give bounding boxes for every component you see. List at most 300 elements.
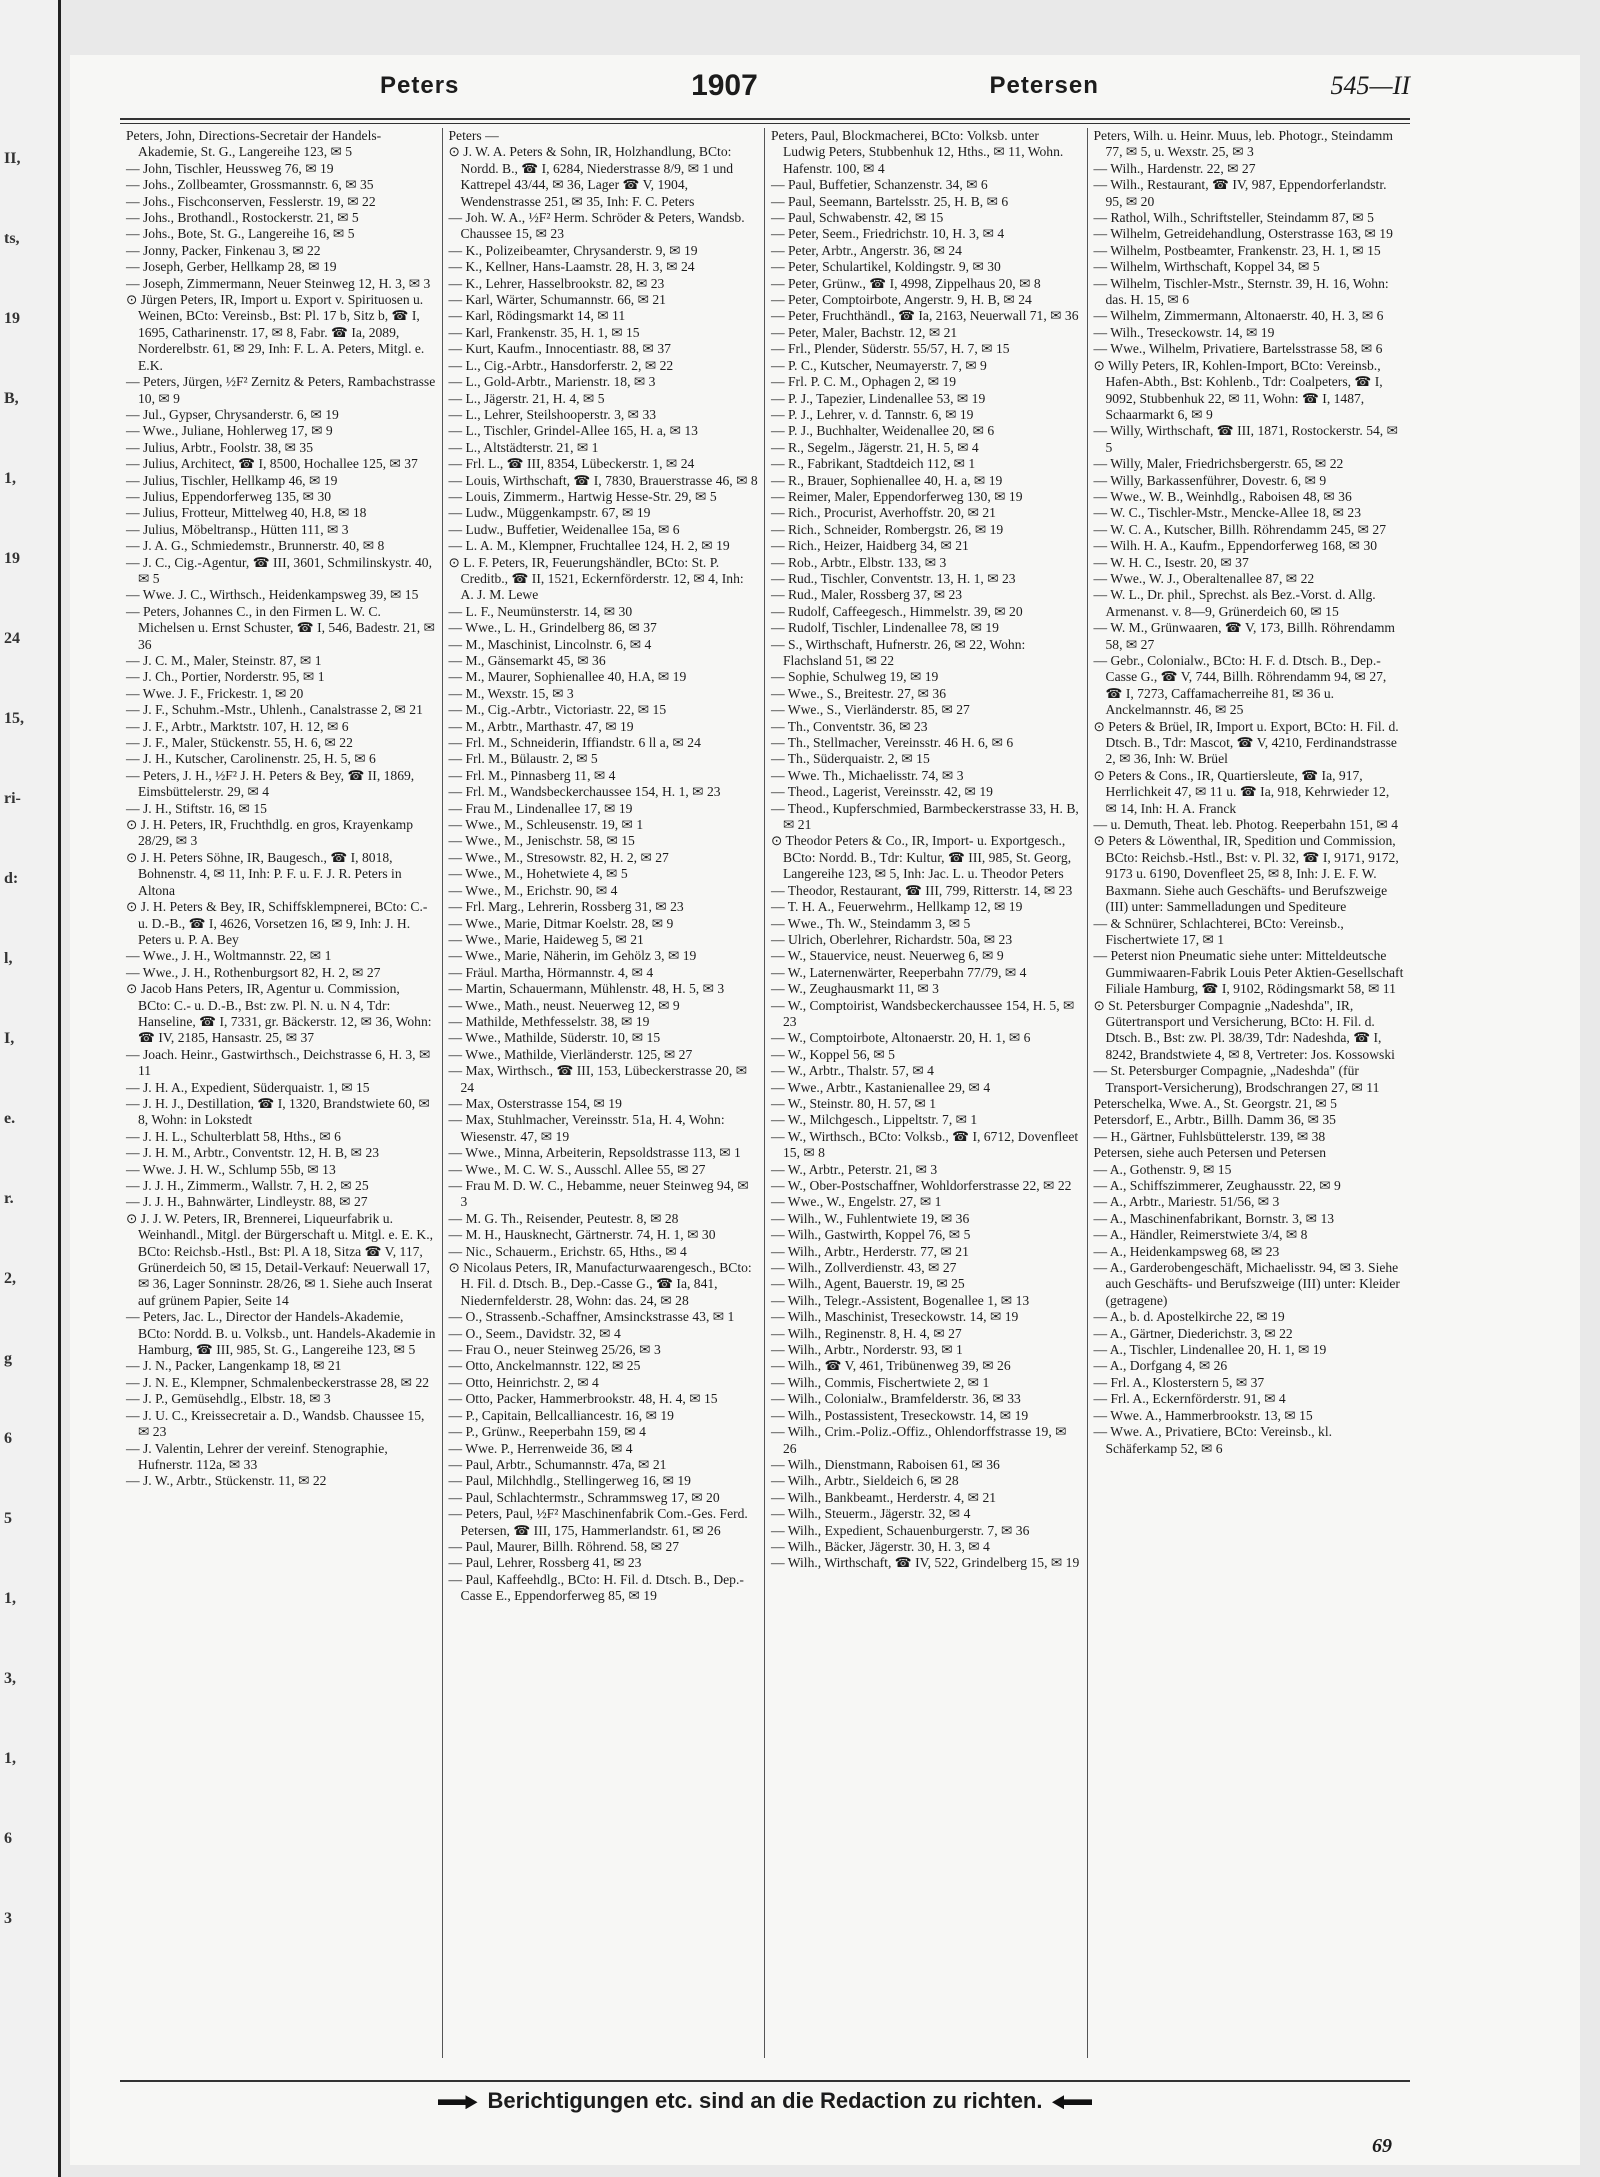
directory-entry: — Reimer, Maler, Eppendorferweg 130, ✉ 19 — [771, 488, 1023, 504]
directory-entry: ⊙ Theodor Peters & Co., IR, Import- u. Exportgesch., BCto: Nordd. B., Tdr: Kultur, ☎ III, 985, St. Georg, Langereihe 123, ✉ 5, Inh: Jac. L. u. Theodor Peters — [771, 833, 1072, 882]
header-left-keyword: Peters — [380, 72, 460, 99]
directory-entry: — Wwe., Minna, Arbeiterin, Repsoldstrasse 113, ✉ 1 — [448, 1145, 741, 1161]
directory-entry: — P. J., Lehrer, v. d. Tannstr. 6, ✉ 19 — [771, 406, 974, 422]
directory-entry: — Paul, Lehrer, Rossberg 41, ✉ 23 — [448, 1555, 642, 1571]
directory-entry: — Karl, Frankenstr. 35, H. 1, ✉ 15 — [448, 324, 640, 340]
directory-entry: — Wwe., Math., neust. Neuerweg 12, ✉ 9 — [448, 997, 680, 1013]
previous-page-edge — [0, 0, 61, 2177]
directory-entry: — Wilh., Arbtr., Herderstr. 77, ✉ 21 — [771, 1243, 969, 1259]
directory-entry: — Wwe., Arbtr., Kastanienallee 29, ✉ 4 — [771, 1079, 991, 1095]
directory-entry: — L., Cig.-Arbtr., Hansdorferstr. 2, ✉ 22 — [448, 357, 674, 373]
directory-entry: — Wilh., Treseckowstr. 14, ✉ 19 — [1093, 324, 1275, 340]
directory-entry: — Frl. M., Pinnasberg 11, ✉ 4 — [448, 767, 616, 783]
directory-entry: — L., Gold-Arbtr., Marienstr. 18, ✉ 3 — [448, 374, 656, 390]
directory-entry: — L., Altstädterstr. 21, ✉ 1 — [448, 439, 599, 455]
directory-entry: — Wilh., Agent, Bauerstr. 19, ✉ 25 — [771, 1276, 965, 1292]
directory-entry: — A., Arbtr., Mariestr. 51/56, ✉ 3 — [1093, 1194, 1280, 1210]
directory-entry: ⊙ Peters & Cons., IR, Quartiersleute, ☎ Ia, 917, Herrlichkeit 47, ✉ 11 u. ☎ Ia, 918, Kehrwieder 12, ✉ 14, Inh: H. A. Franck — [1093, 767, 1390, 816]
directory-entry: — Nic., Schauerm., Erichstr. 65, Hths., ✉ 4 — [448, 1243, 687, 1259]
directory-entry: — Wwe., W., Engelstr. 27, ✉ 1 — [771, 1194, 942, 1210]
directory-entry: — A., Tischler, Lindenallee 20, H. 1, ✉ 19 — [1093, 1342, 1327, 1358]
directory-entry: — J. H. J., Destillation, ☎ I, 1320, Brandstwiete 60, ✉ 8, Wohn: in Lokstedt — [126, 1095, 430, 1128]
directory-entry: — P. J., Buchhalter, Weidenallee 20, ✉ 6 — [771, 423, 995, 439]
directory-entry: — Th., Stellmacher, Vereinsstr. 46 H. 6, ✉ 6 — [771, 735, 1014, 751]
directory-entry: Peters, John, Directions-Secretair der Handels-Akademie, St. G., Langereihe 123, ✉ 5 — [126, 128, 382, 160]
directory-entry: — Theodor, Restaurant, ☎ III, 799, Ritterstr. 14, ✉ 23 — [771, 882, 1073, 898]
directory-entry: — Joseph, Zimmermann, Neuer Steinweg 12, H. 3, ✉ 3 — [126, 275, 431, 291]
directory-entry: ⊙ Peters & Löwenthal, IR, Spedition und Commission, BCto: Reichsb.-Hstl., Bst: v. Pl. 32, ☎ I, 9171, 9172, 9173 u. 6190, Dovenfleet 25, ✉ 8, Inh: J. E. F. W. Baxmann. Siehe auch Geschäfts- und Berufszweige (III) unter: Sammelladungen und Spediteure — [1093, 833, 1399, 915]
directory-entry: — Wilh., Telegr.-Assistent, Bogenallee 1, ✉ 13 — [771, 1292, 1030, 1308]
directory-entry: — Wilh., Postassistent, Treseckowstr. 14, ✉ 19 — [771, 1407, 1029, 1423]
directory-entry: — Wwe., Th. W., Steindamm 3, ✉ 5 — [771, 915, 971, 931]
directory-entry: — Otto, Heinrichstr. 2, ✉ 4 — [448, 1374, 599, 1390]
directory-entry: — K., Kellner, Hans-Laamstr. 28, H. 3, ✉ 24 — [448, 259, 695, 275]
directory-entry: — M., Arbtr., Marthastr. 47, ✉ 19 — [448, 718, 634, 734]
directory-entry: — J. Valentin, Lehrer der vereinf. Stenographie, Hufnerstr. 112a, ✉ 33 — [126, 1440, 388, 1472]
directory-entry: — A., Garderobengeschäft, Michaelisstr. 94, ✉ 3. Siehe auch Geschäfts- und Berufszweige (III) unter: Kleider (getragene) — [1093, 1260, 1400, 1308]
directory-entry: — Johs., Fischconserven, Fesslerstr. 19, ✉ 22 — [126, 193, 376, 209]
directory-entry: — J. J. H., Bahnwärter, Lindleystr. 88, ✉ 27 — [126, 1194, 368, 1210]
column-3 — [765, 128, 1088, 2058]
directory-entry: — Frl. M., Wandsbeckerchaussee 154, H. 1, ✉ 23 — [448, 784, 721, 800]
directory-entry: — R., Brauer, Sophienallee 40, H. a, ✉ 19 — [771, 472, 1003, 488]
directory-entry: — & Schnürer, Schlachterei, BCto: Vereinsb., Fischertwiete 17, ✉ 1 — [1093, 915, 1344, 947]
directory-entry: — A., Maschinenfabrikant, Bornstr. 3, ✉ 13 — [1093, 1210, 1335, 1226]
directory-entry: — Frl. M., Schneiderin, Iffiandstr. 6 ll a, ✉ 24 — [448, 735, 701, 751]
directory-entry: — Fräul. Martha, Hörmannstr. 4, ✉ 4 — [448, 964, 654, 980]
directory-entry: — Wwe., M., Stresowstr. 82, H. 2, ✉ 27 — [448, 849, 669, 865]
directory-entry: — Paul, Arbtr., Schumannstr. 47a, ✉ 21 — [448, 1456, 667, 1472]
directory-entry: — Rud., Maler, Rossberg 37, ✉ 23 — [771, 587, 963, 603]
directory-entry: — Joh. W. A., ½F² Herm. Schröder & Peters, Wandsb. Chaussee 15, ✉ 23 — [448, 210, 745, 242]
margin-fragment: 1, — [4, 1750, 16, 1767]
directory-entry: — R., Fabrikant, Stadtdeich 112, ✉ 1 — [771, 456, 976, 472]
directory-entry: — Paul, Maurer, Billh. Röhrend. 58, ✉ 27 — [448, 1538, 680, 1554]
margin-fragment: ts, — [4, 230, 20, 247]
directory-entry: — Peters, Jürgen, ½F² Zernitz & Peters, Rambachstrasse 10, ✉ 9 — [126, 374, 436, 406]
directory-entry: — Wwe. A., Privatiere, BCto: Vereinsb., kl. Schäferkamp 52, ✉ 6 — [1093, 1424, 1332, 1456]
directory-entry: — A., Dorfgang 4, ✉ 26 — [1093, 1358, 1228, 1374]
directory-entry: — L., Tischler, Grindel-Allee 165, H. a, ✉ 13 — [448, 423, 698, 439]
margin-fragment: 6 — [4, 1430, 12, 1447]
directory-entry: — W. C., Tischler-Mstr., Mencke-Allee 18, ✉ 23 — [1093, 505, 1361, 521]
directory-entry: — Wwe., Mathilde, Vierländerstr. 125, ✉ 27 — [448, 1046, 693, 1062]
directory-entry: — Wwe., Marie, Näherin, im Gehölz 3, ✉ 19 — [448, 948, 697, 964]
margin-fragment: l, — [4, 950, 13, 967]
margin-fragment: I, — [4, 1030, 15, 1047]
directory-entry: — Joseph, Gerber, Hellkamp 28, ✉ 19 — [126, 259, 337, 275]
directory-entry: — W., Koppel 56, ✉ 5 — [771, 1046, 895, 1062]
directory-entry: — L., Jägerstr. 21, H. 4, ✉ 5 — [448, 390, 605, 406]
margin-fragment: 6 — [4, 1830, 12, 1847]
directory-entry: — Rich., Schneider, Rombergstr. 26, ✉ 19 — [771, 521, 1004, 537]
directory-entry: — S., Wirthschaft, Hufnerstr. 26, ✉ 22, Wohn: Flachsland 51, ✉ 22 — [771, 636, 1026, 668]
directory-entry: — Louis, Zimmerm., Hartwig Hesse-Str. 29, ✉ 5 — [448, 488, 717, 504]
directory-entry: — Wilh., Wirthschaft, ☎ IV, 522, Grindelberg 15, ✉ 19 — [771, 1555, 1080, 1571]
directory-entry: — Peterst nion Pneumatic siehe unter: Mitteldeutsche Gummiwaaren-Fabrik Louis Peter Aktien-Gesellschaft Filiale Hamburg, ☎ I, 9102, Rödingsmarkt 58, ✉ 11 — [1093, 948, 1404, 997]
directory-entry: ⊙ Peters & Brüel, IR, Import u. Export, BCto: H. Fil. d. Dtsch. B., Tdr: Mascot, ☎ V, 4210, Ferdinandstrasse 2, ✉ 36, Inh: W. Brüel — [1093, 718, 1399, 767]
directory-entry: — Karl, Wärter, Schumannstr. 66, ✉ 21 — [448, 292, 666, 308]
directory-entry: — Peter, Seem., Friedrichstr. 10, H. 3, ✉ 4 — [771, 226, 1005, 242]
directory-entry: — Wwe., J. H., Rothenburgsort 82, H. 2, ✉ 27 — [126, 964, 381, 980]
directory-entry: — Julius, Eppendorferweg 135, ✉ 30 — [126, 488, 332, 504]
pointing-hand-icon — [1052, 2095, 1092, 2109]
margin-fragment: 1, — [4, 470, 16, 487]
margin-fragment: g — [4, 1350, 12, 1367]
margin-fragment: B, — [4, 390, 19, 407]
directory-entry: — R., Segelm., Jägerstr. 21, H. 5, ✉ 4 — [771, 439, 979, 455]
directory-entry: — Peter, Arbtr., Angerstr. 36, ✉ 24 — [771, 242, 962, 258]
directory-entry: — Wwe., M., Jenischstr. 58, ✉ 15 — [448, 833, 635, 849]
directory-entry: — John, Tischler, Heussweg 76, ✉ 19 — [126, 160, 334, 176]
directory-entry: — Wilh., Arbtr., Sieldeich 6, ✉ 28 — [771, 1473, 959, 1489]
directory-entry: — J. C. M., Maler, Steinstr. 87, ✉ 1 — [126, 653, 322, 668]
header-right-keyword: Petersen — [989, 72, 1099, 99]
directory-entry: — Wilhelm, Wirthschaft, Koppel 34, ✉ 5 — [1093, 259, 1320, 275]
directory-entry: — Paul, Buffetier, Schanzenstr. 34, ✉ 6 — [771, 177, 988, 193]
directory-entry: — Wwe., S., Breitestr. 27, ✉ 36 — [771, 685, 947, 701]
directory-entry: — P., Capitain, Bellcalliancestr. 16, ✉ 19 — [448, 1407, 674, 1423]
directory-entry: — Max, Osterstrasse 154, ✉ 19 — [448, 1095, 622, 1111]
directory-entry: — Wwe., M., Hohetwiete 4, ✉ 5 — [448, 866, 628, 882]
margin-fragment: d: — [4, 870, 19, 887]
directory-entry: — Frl. P. C. M., Ophagen 2, ✉ 19 — [771, 374, 957, 390]
directory-entry: — Wilh. H. A., Kaufm., Eppendorferweg 168, ✉ 30 — [1093, 538, 1378, 554]
directory-entry: — Wilh., Zollverdienstr. 43, ✉ 27 — [771, 1260, 957, 1276]
directory-columns — [120, 128, 1410, 2058]
directory-entry: — M., Cig.-Arbtr., Victoriastr. 22, ✉ 15 — [448, 702, 667, 718]
directory-entry: — Max, Wirthsch., ☎ III, 153, Lübeckerstrasse 20, ✉ 24 — [448, 1063, 748, 1095]
column-4 — [1088, 128, 1411, 2058]
directory-entry: — St. Petersburger Compagnie, „Nadeshda" (für Transport-Versicherung), Brodschrangen 27, ✉ 11 — [1093, 1063, 1380, 1095]
directory-entry: — Julius, Möbeltransp., Hütten 111, ✉ 3 — [126, 521, 349, 537]
directory-entry: — Johs., Bote, St. G., Langereihe 16, ✉ 5 — [126, 226, 355, 242]
directory-entry: — Jul., Gypser, Chrysanderstr. 6, ✉ 19 — [126, 406, 339, 422]
directory-entry: — M., Wexstr. 15, ✉ 3 — [448, 685, 574, 701]
directory-entry: — M., Gänsemarkt 45, ✉ 36 — [448, 653, 606, 668]
directory-entry: — Wilh., ☎ V, 461, Tribünenweg 39, ✉ 26 — [771, 1358, 1011, 1374]
directory-entry: — W. M., Grünwaaren, ☎ V, 173, Billh. Röhrendamm 58, ✉ 27 — [1093, 620, 1396, 652]
directory-entry: — Kurt, Kaufm., Innocentiastr. 88, ✉ 37 — [448, 341, 671, 357]
directory-entry: — M., Maurer, Sophienallee 40, H.A, ✉ 19 — [448, 669, 687, 685]
margin-fragment: 3, — [4, 1670, 16, 1687]
directory-entry: — Julius, Architect, ☎ I, 8500, Hochallee 125, ✉ 37 — [126, 456, 418, 472]
directory-entry: Peters, Paul, Blockmacherei, BCto: Volksb. unter Ludwig Peters, Stubbenhuk 12, Hths., ✉ 11, Wohn. Hafenstr. 100, ✉ 4 — [771, 128, 1064, 176]
directory-entry: — Wilhelm, Zimmermann, Altonaerstr. 40, H. 3, ✉ 6 — [1093, 308, 1384, 324]
directory-entry: — Wilh., Restaurant, ☎ IV, 987, Eppendorferlandstr. 95, ✉ 20 — [1093, 177, 1387, 209]
directory-entry: — Frl. M., Bülaustr. 2, ✉ 5 — [448, 751, 598, 767]
directory-entry: — W., Laternenwärter, Reeperbahn 77/79, ✉ 4 — [771, 964, 1027, 980]
directory-entry: — Willy, Wirthschaft, ☎ III, 1871, Rostockerstr. 54, ✉ 5 — [1093, 423, 1398, 455]
margin-fragment: 15, — [4, 710, 24, 727]
directory-entry: — Paul, Schlachtermstr., Schrammsweg 17, ✉ 20 — [448, 1489, 720, 1505]
directory-entry: — W., Comptoirbote, Altonaerstr. 20, H. 1, ✉ 6 — [771, 1030, 1031, 1046]
directory-entry: — Wilhelm, Tischler-Mstr., Sternstr. 39, H. 16, Wohn: das. H. 15, ✉ 6 — [1093, 275, 1389, 308]
directory-entry: — Wwe. Th., Michaelisstr. 74, ✉ 3 — [771, 767, 964, 783]
directory-entry: — A., Händler, Reimerstwiete 3/4, ✉ 8 — [1093, 1227, 1308, 1243]
directory-entry: — Wilh., Arbtr., Norderstr. 93, ✉ 1 — [771, 1342, 963, 1358]
pointing-hand-icon — [438, 2095, 478, 2109]
directory-entry: — Johs., Brothandl., Rostockerstr. 21, ✉ 5 — [126, 210, 359, 226]
directory-entry: — Wilh., Steuerm., Jägerstr. 32, ✉ 4 — [771, 1506, 971, 1522]
directory-entry: ⊙ St. Petersburger Compagnie „Nadeshda", IR, Gütertransport und Versicherung, BCto: H. Fil. d. Dtsch. B., Bst: zw. Pl. 38/39, Tdr: Nadeshda, ☎ I, 8242, Brandstwiete 4, ✉ 8, Vertreter: Jos. Kossowski — [1093, 997, 1395, 1062]
margin-fragment: 5 — [4, 1510, 12, 1527]
directory-entry: Petersdorf, E., Arbtr., Billh. Damm 36, ✉ 35 — [1093, 1112, 1336, 1128]
directory-entry: — Mathilde, Methfesselstr. 38, ✉ 19 — [448, 1013, 650, 1029]
directory-entry: — M. H., Hausknecht, Gärtnerstr. 74, H. 1, ✉ 30 — [448, 1227, 716, 1243]
directory-entry: — Wwe., L. H., Grindelberg 86, ✉ 37 — [448, 620, 657, 636]
directory-entry: ⊙ L. F. Peters, IR, Feuerungshändler, BCto: St. P. Creditb., ☎ II, 1521, Eckernförderstr. 12, ✉ 4, Inh: A. J. M. Lewe — [448, 554, 744, 603]
directory-entry: — J. P., Gemüsehdlg., Elbstr. 18, ✉ 3 — [126, 1391, 331, 1407]
directory-entry: — Wilh., Colonialw., Bramfelderstr. 36, ✉ 33 — [771, 1391, 1021, 1407]
directory-entry: — J. J. H., Zimmerm., Wallstr. 7, H. 2, ✉ 25 — [126, 1178, 369, 1193]
directory-entry: — Theod., Kupferschmied, Barmbeckerstrasse 33, H. B, ✉ 21 — [771, 800, 1079, 833]
directory-entry: — Frl. Marg., Lehrerin, Rossberg 31, ✉ 23 — [448, 899, 684, 915]
directory-entry: — M., Maschinist, Lincolnstr. 6, ✉ 4 — [448, 636, 652, 652]
directory-entry: — Peter, Comptoirbote, Angerstr. 9, H. B, ✉ 24 — [771, 292, 1032, 308]
directory-entry: — Wwe., Marie, Ditmar Koelstr. 28, ✉ 9 — [448, 915, 674, 931]
directory-entry: ⊙ J. J. W. Peters, IR, Brennerei, Liqueurfabrik u. Weinhandl., Mitgl. der Bürgerschaft u. Mitgl. e. E. K., BCto: Reichsb.-Hstl., Bst: Pl. A 18, Sitza ☎ V, 117, Grünerdeich 50, ✉ 15, Detail-Verkauf: Neuerwall 17, ✉ 36, Lager Sonninstr. 28/26, ✉ 1. Siehe auch Inserat auf grünem Papier, Seite 14 — [126, 1210, 434, 1308]
directory-entry: — J. H. A., Expedient, Süderquaistr. 1, ✉ 15 — [126, 1079, 370, 1095]
notice-text: Berichtigungen etc. sind an die Redaction zu richten. — [487, 2088, 1043, 2113]
margin-fragment: 19 — [4, 550, 20, 567]
directory-entry: — A., Gothenstr. 9, ✉ 15 — [1093, 1161, 1232, 1177]
directory-entry: — J. W., Arbtr., Stückenstr. 11, ✉ 22 — [126, 1473, 327, 1489]
column-2 — [443, 128, 766, 2058]
directory-entry: — J. F., Arbtr., Marktstr. 107, H. 12, ✉ 6 — [126, 718, 349, 734]
directory-entry: ⊙ J. H. Peters & Bey, IR, Schiffsklempnerei, BCto: C.- u. D.-B., ☎ I, 4626, Vorsetzen 16, ✉ 9, Inh: J. H. Peters u. P. A. Bey — [126, 899, 428, 947]
directory-entry: ⊙ Willy Peters, IR, Kohlen-Import, BCto: Vereinsb., Hafen-Abth., Bst: Kohlenb., Tdr: Coalpeters, ☎ I, 9092, Stubbenhuk 22, ✉ 11, Wohn: ☎ I, 1487, Schaarmarkt 6, ✉ 9 — [1093, 357, 1383, 422]
directory-entry: — H., Gärtner, Fuhlsbüttelerstr. 139, ✉ 38 — [1093, 1128, 1326, 1144]
directory-entry: — Wilh., Reginenstr. 8, H. 4, ✉ 27 — [771, 1325, 962, 1341]
directory-entry: — Rich., Heizer, Haidberg 34, ✉ 21 — [771, 538, 969, 554]
directory-entry: — Wwe. P., Herrenweide 36, ✉ 4 — [448, 1440, 633, 1456]
directory-entry: — J. U. C., Kreissecretair a. D., Wandsb. Chaussee 15, ✉ 23 — [126, 1407, 425, 1440]
margin-fragment: r. — [4, 1190, 14, 1207]
directory-entry: — J. N., Packer, Langenkamp 18, ✉ 21 — [126, 1358, 342, 1374]
directory-entry: — W., Milchgesch., Lippeltstr. 7, ✉ 1 — [771, 1112, 978, 1128]
directory-entry: ⊙ Nicolaus Peters, IR, Manufacturwaarengesch., BCto: H. Fil. d. Dtsch. B., Dep.-Casse G., ☎ Ia, 841, Niedernfelderstr. 28, Wohn: das. 24, ✉ 28 — [448, 1260, 752, 1308]
directory-entry: — J. A. G., Schmiedemstr., Brunnerstr. 40, ✉ 8 — [126, 538, 385, 554]
directory-entry: — P. J., Tapezier, Lindenallee 53, ✉ 19 — [771, 390, 986, 406]
directory-entry: — Peters, Paul, ½F² Maschinenfabrik Com.-Ges. Ferd. Petersen, ☎ III, 175, Hammerlandstr. 61, ✉ 26 — [448, 1506, 748, 1538]
directory-entry: — Rudolf, Tischler, Lindenallee 78, ✉ 19 — [771, 620, 999, 636]
directory-entry: — P., Grünw., Reeperbahn 159, ✉ 4 — [448, 1424, 646, 1440]
directory-entry: — A., Gärtner, Diederichstr. 3, ✉ 22 — [1093, 1325, 1293, 1341]
directory-entry: — Wwe., Mathilde, Süderstr. 10, ✉ 15 — [448, 1030, 661, 1046]
directory-entry: — Frl., Plender, Süderstr. 55/57, H. 7, ✉ 15 — [771, 341, 1010, 357]
directory-entry: — Wilh., Maschinist, Treseckowstr. 14, ✉ 19 — [771, 1309, 1019, 1325]
directory-entry: — Wilh., Gastwirth, Koppel 76, ✉ 5 — [771, 1227, 971, 1243]
directory-entry: — Wwe. J. C., Wirthsch., Heidenkampsweg 39, ✉ 15 — [126, 587, 419, 603]
directory-entry: ⊙ J. W. A. Peters & Sohn, IR, Holzhandlung, BCto: Nordd. B., ☎ I, 6284, Niederstrasse 8/9, ✉ 1 und Kattrepel 43/44, ✉ 36, Lager ☎ V, 1904, Wendenstrasse 251, ✉ 35, Inh: F. C. Peters — [448, 144, 734, 209]
margin-fragment: e. — [4, 1110, 16, 1127]
directory-entry: — Wilh., W., Fuhlentwiete 19, ✉ 36 — [771, 1210, 970, 1226]
directory-entry: — K., Lehrer, Hasselbrookstr. 82, ✉ 23 — [448, 275, 665, 291]
directory-entry: ⊙ J. H. Peters, IR, Fruchthdlg. en gros, Krayenkamp 28/29, ✉ 3 — [126, 817, 413, 849]
directory-entry: — Willy, Maler, Friedrichsbergerstr. 65, ✉ 22 — [1093, 456, 1344, 472]
directory-entry: — Rud., Tischler, Conventstr. 13, H. 1, ✉ 23 — [771, 570, 1016, 586]
directory-entry: — J. H. L., Schulterblatt 58, Hths., ✉ 6 — [126, 1128, 341, 1144]
directory-entry: — J. C., Cig.-Agentur, ☎ III, 3601, Schmilinskystr. 40, ✉ 5 — [126, 554, 433, 586]
directory-entry: — Wilhelm, Getreidehandlung, Osterstrasse 163, ✉ 19 — [1093, 226, 1393, 242]
directory-entry: — Wilh., Bäcker, Jägerstr. 30, H. 3, ✉ 4 — [771, 1538, 990, 1554]
directory-entry: Peterschelka, Wwe. A., St. Georgstr. 21, ✉ 5 — [1093, 1095, 1337, 1111]
directory-entry: — Wilh., Bankbeamt., Herderstr. 4, ✉ 21 — [771, 1489, 997, 1505]
directory-entry: — Rich., Procurist, Averhoffstr. 20, ✉ 21 — [771, 505, 996, 521]
directory-entry: — A., Heidenkampsweg 68, ✉ 23 — [1093, 1243, 1280, 1259]
directory-entry: — Wwe., Juliane, Hohlerweg 17, ✉ 9 — [126, 423, 333, 439]
directory-entry: — Wwe., J. H., Woltmannstr. 22, ✉ 1 — [126, 948, 332, 964]
directory-entry: — Wwe. J. H. W., Schlump 55b, ✉ 13 — [126, 1161, 336, 1177]
directory-entry: — O., Seem., Davidstr. 32, ✉ 4 — [448, 1325, 621, 1341]
directory-entry: — L. A. M., Klempner, Fruchtallee 124, H. 2, ✉ 19 — [448, 538, 730, 554]
directory-entry: — Wwe., M. C. W. S., Ausschl. Allee 55, ✉ 27 — [448, 1161, 706, 1177]
page-header — [380, 60, 1410, 112]
directory-entry: — W., Ober-Postschaffner, Wohldorferstrasse 22, ✉ 22 — [771, 1178, 1072, 1193]
directory-entry: — Rudolf, Caffeegesch., Himmelstr. 39, ✉ 20 — [771, 603, 1023, 619]
directory-entry: — Th., Süderquaistr. 2, ✉ 15 — [771, 751, 930, 767]
directory-entry: — Peters, Johannes C., in den Firmen L. W. C. Michelsen u. Ernst Schuster, ☎ I, 546, Badestr. 21, ✉ 36 — [126, 603, 435, 652]
directory-entry: — Wilh., Dienstmann, Raboisen 61, ✉ 36 — [771, 1456, 1000, 1472]
directory-entry: — Wwe., W. J., Oberaltenallee 87, ✉ 22 — [1093, 570, 1315, 586]
directory-entry: Peters, Wilh. u. Heinr. Muus, leb. Photogr., Steindamm 77, ✉ 5, u. Wexstr. 25, ✉ 3 — [1093, 128, 1393, 160]
margin-fragment: 3 — [4, 1910, 12, 1927]
directory-entry: — J. F., Schuhm.-Mstr., Uhlenh., Canalstrasse 2, ✉ 21 — [126, 702, 423, 718]
directory-entry: — Jonny, Packer, Finkenau 3, ✉ 22 — [126, 242, 321, 258]
directory-entry: — Julius, Tischler, Hellkamp 46, ✉ 19 — [126, 472, 338, 488]
directory-entry: — Wwe., M., Schleusenstr. 19, ✉ 1 — [448, 817, 644, 833]
directory-entry: — W. H. C., Isestr. 20, ✉ 37 — [1093, 554, 1249, 570]
directory-entry: — L. F., Neumünsterstr. 14, ✉ 30 — [448, 603, 633, 619]
directory-entry: — Martin, Schauermann, Mühlenstr. 48, H. 5, ✉ 3 — [448, 981, 725, 997]
directory-entry: — Wilhelm, Postbeamter, Frankenstr. 23, H. 1, ✉ 15 — [1093, 242, 1381, 258]
directory-entry: — Peter, Grünw., ☎ I, 4998, Zippelhaus 20, ✉ 8 — [771, 275, 1041, 291]
directory-entry: Petersen, siehe auch Petersen und Petersen — [1093, 1145, 1327, 1161]
directory-entry: — W., Arbtr., Peterstr. 21, ✉ 3 — [771, 1161, 938, 1177]
directory-entry: — Wilh., Crim.-Poliz.-Offiz., Ohlendorffstrasse 19, ✉ 26 — [771, 1424, 1067, 1456]
directory-entry: — K., Polizeibeamter, Chrysanderstr. 9, ✉ 19 — [448, 242, 698, 258]
directory-entry: — Peters, J. H., ½F² J. H. Peters & Bey, ☎ II, 1869, Eimsbüttelerstr. 29, ✉ 4 — [126, 767, 415, 800]
directory-entry: — Peter, Maler, Bachstr. 12, ✉ 21 — [771, 324, 958, 340]
directory-entry: — J. Ch., Portier, Norderstr. 95, ✉ 1 — [126, 669, 325, 685]
directory-entry: — Wwe., M., Erichstr. 90, ✉ 4 — [448, 882, 618, 898]
directory-entry: — W. C. A., Kutscher, Billh. Röhrendamm 245, ✉ 27 — [1093, 521, 1387, 537]
directory-entry: — Paul, Schwabenstr. 42, ✉ 15 — [771, 210, 944, 226]
directory-entry: — Frl. A., Eckernförderstr. 91, ✉ 4 — [1093, 1391, 1286, 1407]
directory-entry: — A., Schiffszimmerer, Zeughausstr. 22, ✉ 9 — [1093, 1178, 1341, 1193]
directory-entry: — Frau M., Lindenallee 17, ✉ 19 — [448, 800, 633, 816]
directory-entry: — Paul, Milchhdlg., Stellingerweg 16, ✉ 19 — [448, 1473, 691, 1489]
directory-entry: — Wwe., Marie, Haideweg 5, ✉ 21 — [448, 931, 644, 947]
directory-entry: — Frl. L., ☎ III, 8354, Lübeckerstr. 1, ✉ 24 — [448, 456, 695, 472]
directory-entry: — W., Comptoirist, Wandsbeckerchaussee 154, H. 5, ✉ 23 — [771, 997, 1075, 1029]
margin-fragment: 24 — [4, 630, 20, 647]
directory-entry: — Paul, Kaffeehdlg., BCto: H. Fil. d. Dtsch. B., Dep.-Casse E., Eppendorferweg 85, ✉ 19 — [448, 1571, 744, 1604]
directory-entry: — Wwe., Wilhelm, Privatiere, Bartelsstrasse 58, ✉ 6 — [1093, 341, 1383, 357]
directory-entry: — Sophie, Schulweg 19, ✉ 19 — [771, 669, 939, 685]
directory-entry: — Wwe., W. B., Weinhdlg., Raboisen 48, ✉ 36 — [1093, 488, 1352, 504]
folio-number: 69 — [1372, 2135, 1392, 2157]
directory-entry: — Ludw., Buffetier, Weidenallee 15a, ✉ 6 — [448, 521, 680, 537]
directory-entry: — W., Steinstr. 80, H. 57, ✉ 1 — [771, 1095, 937, 1111]
directory-entry: ⊙ J. H. Peters Söhne, IR, Baugesch., ☎ I, 8018, Bohnenstr. 4, ✉ 11, Inh: P. F. u. F. J. R. Peters in Altona — [126, 849, 402, 898]
directory-entry: — Peters, Jac. L., Director der Handels-Akademie, BCto: Nordd. B. u. Volksb., unt. Handels-Akademie in Hamburg, ☎ III, 985, St. G., Langereihe 123, ✉ 5 — [126, 1309, 436, 1358]
directory-entry: — W., Arbtr., Thalstr. 57, ✉ 4 — [771, 1063, 934, 1079]
directory-entry: — Frau M. D. W. C., Hebamme, neuer Steinweg 94, ✉ 3 — [448, 1178, 749, 1210]
directory-entry: — W., Stauervice, neust. Neuerweg 6, ✉ 9 — [771, 948, 1004, 964]
directory-entry: — Wwe. J. F., Frickestr. 1, ✉ 20 — [126, 685, 304, 701]
directory-entry: — Max, Stuhlmacher, Vereinsstr. 51a, H. 4, Wohn: Wiesenstr. 47, ✉ 19 — [448, 1112, 725, 1144]
header-page-number: 545—II — [1330, 71, 1410, 100]
directory-entry: — Otto, Anckelmannstr. 122, ✉ 25 — [448, 1358, 641, 1374]
directory-entry: — J. H. M., Arbtr., Conventstr. 12, H. B, ✉ 23 — [126, 1145, 380, 1161]
header-rule — [120, 118, 1410, 124]
directory-entry: — u. Demuth, Theat. leb. Photog. Reeperbahn 151, ✉ 4 — [1093, 817, 1398, 833]
directory-entry: — Joach. Heinr., Gastwirthsch., Deichstrasse 6, H. 3, ✉ 11 — [126, 1046, 431, 1079]
footer-notice — [120, 2088, 1410, 2114]
directory-entry: — Paul, Seemann, Bartelsstr. 25, H. B, ✉ 6 — [771, 193, 1009, 209]
directory-entry: — Ludw., Müggenkampstr. 67, ✉ 19 — [448, 505, 651, 521]
directory-entry: — Th., Conventstr. 36, ✉ 23 — [771, 718, 928, 734]
directory-entry: — Johs., Zollbeamter, Grossmannstr. 6, ✉ 35 — [126, 177, 374, 193]
directory-entry: — O., Strassenb.-Schaffner, Amsinckstrasse 43, ✉ 1 — [448, 1309, 735, 1325]
directory-entry: — Frl. A., Klosterstern 5, ✉ 37 — [1093, 1374, 1265, 1390]
margin-fragment: 2, — [4, 1270, 16, 1287]
directory-entry: — J. H., Kutscher, Carolinenstr. 25, H. 5, ✉ 6 — [126, 751, 376, 767]
directory-entry: ⊙ Jacob Hans Peters, IR, Agentur u. Commission, BCto: C.- u. D.-B., Bst: zw. Pl. N. u. N 4, Tdr: Hanseline, ☎ I, 7331, gr. Bäckerstr. 12, ✉ 36, Wohn: ☎ IV, 2185, Hansastr. 25, ✉ 37 — [126, 981, 432, 1046]
directory-entry: — P. C., Kutscher, Neumayerstr. 7, ✉ 9 — [771, 357, 987, 373]
directory-entry: — J. N. E., Klempner, Schmalenbeckerstrasse 28, ✉ 22 — [126, 1374, 430, 1390]
directory-entry: — W. L., Dr. phil., Sprechst. als Bez.-Vorst. d. Allg. Armenanst. v. 8—9, Grünerdeich 60, ✉ 15 — [1093, 587, 1376, 619]
directory-entry: — Wwe. A., Hammerbrookstr. 13, ✉ 15 — [1093, 1407, 1313, 1423]
directory-entry: — Otto, Packer, Hammerbrookstr. 48, H. 4, ✉ 15 — [448, 1391, 718, 1407]
directory-entry: — Ulrich, Oberlehrer, Richardstr. 50a, ✉ 23 — [771, 931, 1013, 947]
directory-entry: — Willy, Barkassenführer, Dovestr. 6, ✉ 9 — [1093, 472, 1327, 488]
directory-entry: — Gebr., Colonialw., BCto: H. F. d. Dtsch. B., Dep.-Casse G., ☎ V, 744, Billh. Röhrendamm 94, ✉ 27, ☎ I, 7273, Caffamacherreihe 81, ✉ 36 u. Anckelmannstr. 46, ✉ 25 — [1093, 653, 1387, 718]
directory-entry: — Peter, Schulartikel, Koldingstr. 9, ✉ 30 — [771, 259, 1001, 275]
directory-entry: — Peter, Fruchthändl., ☎ Ia, 2163, Neuerwall 71, ✉ 36 — [771, 308, 1079, 324]
directory-entry: — M. G. Th., Reisender, Peutestr. 8, ✉ 28 — [448, 1210, 679, 1226]
directory-entry: — Frau O., neuer Steinweg 25/26, ✉ 3 — [448, 1342, 661, 1358]
directory-entry: — W., Zeughausmarkt 11, ✉ 3 — [771, 981, 939, 997]
directory-entry: — Wilh., Hardenstr. 22, ✉ 27 — [1093, 160, 1256, 176]
directory-entry: — Julius, Arbtr., Foolstr. 38, ✉ 35 — [126, 439, 313, 455]
directory-entry: — Wilh., Commis, Fischertwiete 2, ✉ 1 — [771, 1374, 990, 1390]
directory-entry: — Wilh., Expedient, Schauenburgerstr. 7, ✉ 36 — [771, 1522, 1030, 1538]
directory-entry: — L., Lehrer, Steilshooperstr. 3, ✉ 33 — [448, 406, 657, 422]
directory-entry: — T. H. A., Feuerwehrm., Hellkamp 12, ✉ 19 — [771, 899, 1023, 915]
margin-fragment: II, — [4, 150, 21, 167]
directory-entry: — J. F., Maler, Stückenstr. 55, H. 6, ✉ 22 — [126, 735, 353, 751]
directory-entry: — Wwe., S., Vierländerstr. 85, ✉ 27 — [771, 702, 970, 718]
footer-rule — [120, 2080, 1410, 2082]
directory-entry: — W., Wirthsch., BCto: Volksb., ☎ I, 6712, Dovenfleet 15, ✉ 8 — [771, 1128, 1079, 1161]
directory-entry: — J. H., Stiftstr. 16, ✉ 15 — [126, 800, 267, 816]
directory-entry: — Karl, Rödingsmarkt 14, ✉ 11 — [448, 308, 626, 324]
directory-entry: — Rathol, Wilh., Schriftsteller, Steindamm 87, ✉ 5 — [1093, 210, 1374, 226]
directory-entry: — Julius, Frotteur, Mittelweg 40, H.8, ✉ 18 — [126, 505, 367, 521]
header-year: 1907 — [691, 69, 758, 102]
directory-entry: — Theod., Lagerist, Vereinsstr. 42, ✉ 19 — [771, 784, 993, 800]
directory-entry: Peters — — [448, 128, 499, 143]
margin-fragment: 19 — [4, 310, 20, 327]
directory-entry: ⊙ Jürgen Peters, IR, Import u. Export v. Spirituosen u. Weinen, BCto: Vereinsb., Bst: Pl. 17 b, Sitz b, ☎ I, 1695, Catharinenstr. 17, ✉ 8, Fabr. ☎ Ia, 2089, Norderelbstr. 61, ✉ 29, Inh: F. L. A. Peters, Mitgl. e. E.K. — [126, 292, 425, 373]
directory-entry: — A., b. d. Apostelkirche 22, ✉ 19 — [1093, 1309, 1285, 1325]
column-1 — [120, 128, 443, 2058]
margin-fragment: ri- — [4, 790, 21, 807]
directory-entry: — Louis, Wirthschaft, ☎ I, 7830, Brauerstrasse 46, ✉ 8 — [448, 472, 758, 488]
